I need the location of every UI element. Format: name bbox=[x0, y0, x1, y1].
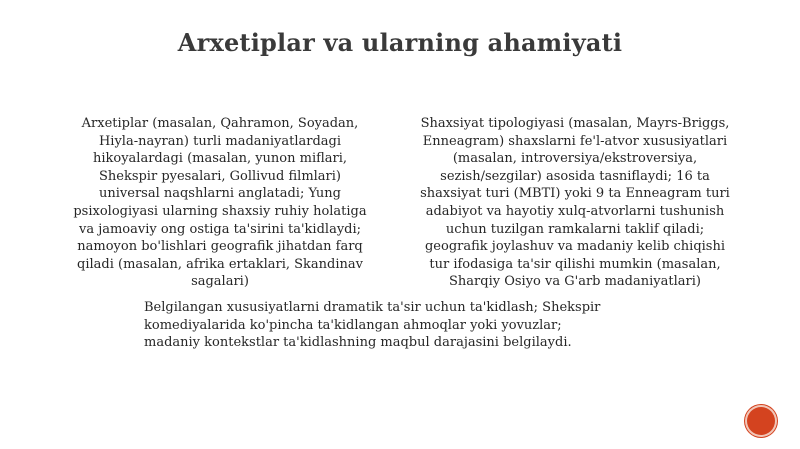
right-line: Enneagram) shaxslarni fe'l-atvor xususiyatlari bbox=[422, 133, 728, 149]
left-line: psixologiyasi ularning shaxsiy ruhiy holatiga bbox=[73, 203, 367, 219]
bottom-paragraph bbox=[144, 299, 664, 352]
right-line: adabiyot va hayotiy xulq-atvorlarni tushunish bbox=[425, 203, 725, 219]
left-line: qiladi (masalan, afrika ertaklari, Skandinav bbox=[77, 256, 363, 272]
left-line: Arxetiplar (masalan, Qahramon, Soyadan, bbox=[81, 116, 359, 131]
slide-title: Arxetiplar va ularning ahamiyati bbox=[177, 28, 623, 57]
right-line: Shaxsiyat tipologiyasi (masalan, Mayrs-Briggs, bbox=[420, 116, 730, 131]
right-line: shaxsiyat turi (MBTI) yoki 9 ta Enneagram turi bbox=[420, 186, 730, 202]
right-line: sezish/sezgilar) asosida tasniflaydi; 16 ta bbox=[440, 168, 710, 184]
bottom-line: Belgilangan xususiyatlarni dramatik ta'sir uchun ta'kidlash; Shekspir bbox=[144, 300, 601, 315]
left-line: Shekspir pyesalari, Gollivud filmlari) bbox=[98, 168, 342, 184]
left-column-text bbox=[50, 115, 390, 291]
left-line: universal naqshlarni anglatadi; Yung bbox=[99, 186, 341, 202]
bottom-line: komediyalarida ko'pincha ta'kidlangan ahmoqlar yoki yovuzlar; bbox=[144, 317, 562, 333]
right-line: Sharqiy Osiyo va G'arb madaniyatlari) bbox=[449, 274, 701, 290]
right-column-text bbox=[400, 115, 750, 291]
right-line: (masalan, introversiya/ekstroversiya, bbox=[452, 151, 698, 167]
left-line: sagalari) bbox=[191, 274, 249, 290]
right-line: uchun tuzilgan ramkalarni taklif qiladi; bbox=[445, 221, 705, 237]
left-line: va jamoaviy ong ostiga ta'sirini ta'kidlaydi; bbox=[78, 221, 362, 237]
right-line: tur ifodasiga ta'sir qilishi mumkin (masalan, bbox=[429, 256, 721, 272]
left-line: Hiyla-nayran) turli madaniyatlardagi bbox=[98, 133, 342, 149]
next-slide-button[interactable] bbox=[747, 407, 775, 435]
left-line: namoyon bo'lishlari geografik jihatdan farq bbox=[77, 239, 363, 255]
right-line: geografik joylashuv va madaniy kelib chiqishi bbox=[424, 239, 726, 255]
bottom-line: madaniy kontekstlar ta'kidlashning maqbul darajasini belgilaydi. bbox=[144, 335, 572, 351]
left-line: hikoyalardagi (masalan, yunon miflari, bbox=[92, 151, 348, 167]
